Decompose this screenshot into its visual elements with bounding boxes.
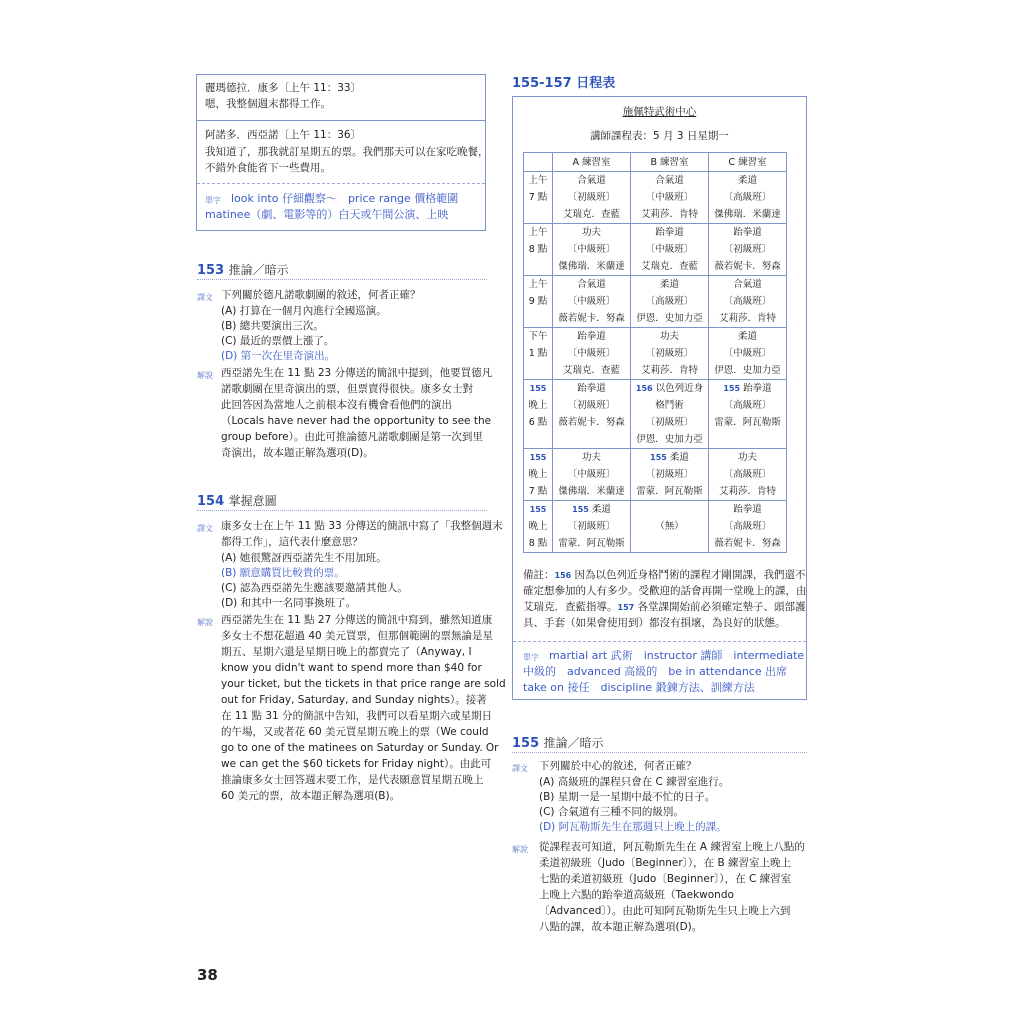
class-cell: 156 以色列近身 格鬥術 〔初級班〕 伊恩．史加力亞	[631, 380, 709, 449]
question-marker: 155	[650, 453, 667, 462]
time-cell: 155 晚上 7 點	[524, 449, 553, 501]
time-cell: 155 晚上 6 點	[524, 380, 553, 449]
translation-tag: 譯文	[197, 293, 213, 302]
time-cell: 上午 7 點	[524, 172, 553, 224]
option-c: (C) 最近的票價上漲了。	[221, 335, 335, 347]
vocab-line: look into 仔細觀察～ price range 價格範圍	[231, 192, 459, 205]
question-marker: 155	[572, 505, 589, 514]
schedule-row	[524, 449, 787, 501]
class-cell: 跆拳道 〔中級班〕 艾瑞克．查藍	[553, 328, 631, 380]
class-cell: 功夫 〔初級班〕 艾莉莎．肯特	[631, 328, 709, 380]
class-cell: 功夫 〔中級班〕 傑佛瑞．米蘭達	[553, 224, 631, 276]
explanation-line: 七點的柔道初級班（Judo〔Beginner〕），在 C 練習室	[539, 873, 792, 885]
schedule-table	[523, 152, 787, 553]
question-type: 推論／暗示	[228, 263, 289, 277]
message-1-header: 麗瑪德拉．康多〔上午 11：33〕	[205, 82, 362, 94]
class-cell: 155 柔道 〔初級班〕 雷蒙．阿瓦勒斯	[631, 449, 709, 501]
class-cell: 跆拳道 〔初級班〕 薇若妮卡．努森	[709, 224, 787, 276]
header-rule	[197, 510, 487, 511]
question-marker: 155	[529, 384, 547, 393]
option-b: (B) 總共要演出三次。	[221, 320, 324, 332]
option-a: (A) 打算在一個月內進行全國巡演。	[221, 305, 387, 317]
message-2-header: 阿諾多．西亞諾〔上午 11：36〕	[205, 129, 362, 141]
question-marker: 157	[617, 603, 635, 612]
time-cell: 下午 1 點	[524, 328, 553, 380]
explanation-line: group before）。由此可推論德凡諾歌劇團是第一次到里	[221, 431, 483, 443]
option-a: (A) 高級班的課程只會在 C 練習室進行。	[539, 776, 730, 788]
vocab-tag: 單字	[205, 196, 221, 205]
vocab-line: take on 接任 discipline 鍛鍊方法、訓練方法	[523, 681, 755, 694]
room-header: A 練習室	[553, 153, 631, 172]
schedule-row	[524, 501, 787, 553]
question-marker: 156	[635, 384, 653, 393]
time-cell: 上午 9 點	[524, 276, 553, 328]
class-cell: 合氣道 〔高級班〕 艾莉莎．肯特	[709, 276, 787, 328]
explanation-line: 在 11 點 31 分的簡訊中告知，我們可以看星期六或星期日	[221, 710, 493, 722]
option-d: (D) 和其中一名同事換班了。	[221, 597, 357, 609]
message-1-text: 嗯，我整個週末都得工作。	[205, 98, 331, 110]
schedule-note-line: 確定想參加的人有多少。受歡迎的話會再開一堂晚上的課，由	[523, 585, 807, 597]
schedule-row	[524, 172, 787, 224]
time-cell: 155 晚上 8 點	[524, 501, 553, 553]
class-cell: 合氣道 〔中級班〕 艾莉莎．肯特	[631, 172, 709, 224]
explanation-line: 八點的課，故本題正解為選項(D)。	[539, 921, 703, 933]
message-2-text: 我知道了，那我就訂星期五的票。我們那天可以在家吃晚餐，	[205, 146, 489, 158]
question-marker: 155	[723, 384, 741, 393]
time-cell: 上午 8 點	[524, 224, 553, 276]
option-d-answer: (D) 第一次在里奇演出。	[221, 350, 336, 362]
explanation-line: 的午場，又或者花 60 美元買星期五晚上的票（We could	[221, 726, 489, 738]
explanation-line: 柔道初級班（Judo〔Beginner〕），在 B 練習室上晚上	[539, 857, 792, 869]
section-title: 155-157 日程表	[512, 76, 616, 91]
explanation-line: 期五、星期六還是星期日晚上的都賣完了（Anyway, I	[221, 646, 472, 658]
explanation-line: 西亞諾先生在 11 點 27 分傳送的簡訊中寫到，雖然知道康	[221, 614, 493, 626]
question-marker: 156	[554, 571, 572, 580]
page-number: 38	[197, 966, 218, 984]
option-c: (C) 合氣道有三種不同的級別。	[539, 806, 684, 818]
explanation-line: 西亞諾先生在 11 點 23 分傳送的簡訊中提到，他要買德凡	[221, 367, 493, 379]
center-name: 施佩特武術中心	[622, 106, 697, 118]
corner-cell	[524, 153, 553, 172]
vocab-line: matinee（劇、電影等的）白天或午間公演、上映	[205, 208, 449, 221]
vocab-divider	[513, 641, 806, 642]
option-a: (A) 她很驚訝西亞諾先生不用加班。	[221, 552, 387, 564]
question-number: 154	[197, 494, 225, 509]
header-rule	[512, 752, 807, 753]
question-number: 155	[512, 736, 540, 751]
question-153-header	[197, 261, 289, 278]
class-cell: 155 跆拳道 〔高級班〕 雷蒙．阿瓦勒斯	[709, 380, 787, 449]
question-154-header	[197, 492, 277, 509]
vocab-line: 中級的 advanced 高級的 be in attendance 出席	[523, 665, 788, 678]
class-cell: 柔道 〔高級班〕 伊恩．史加力亞	[631, 276, 709, 328]
translation-tag: 譯文	[197, 524, 213, 533]
option-b: (B) 星期一是一星期中最不忙的日子。	[539, 791, 716, 803]
explanation-line: 上晚上六點的跆拳道高級班（Taekwondo	[539, 889, 734, 901]
class-cell: 跆拳道 〔初級班〕 薇若妮卡．努森	[553, 380, 631, 449]
explanation-line: 從課程表可知道，阿瓦勒斯先生在 A 練習室上晚上八點的	[539, 841, 805, 853]
explanation-line: your ticket, but the tickets in that price range are sold	[221, 678, 506, 690]
class-cell: 合氣道 〔初級班〕 艾瑞克．查藍	[553, 172, 631, 224]
question-text: 下列關於德凡諾歌劇團的敘述，何者正確？	[221, 289, 421, 301]
schedule-subtitle: 講師課程表：5 月 3 日星期一	[590, 130, 729, 142]
question-type: 推論／暗示	[543, 736, 604, 750]
class-cell: 柔道 〔高級班〕 傑佛瑞．米蘭達	[709, 172, 787, 224]
question-number: 153	[197, 263, 225, 278]
class-cell: 功夫 〔高級班〕 艾莉莎．肯特	[709, 449, 787, 501]
explanation-tag: 解說	[197, 371, 213, 380]
room-header: C 練習室	[709, 153, 787, 172]
vocab-line: martial art 武術 instructor 講師 intermediate	[549, 649, 805, 662]
explanation-line: 諾歌劇團在里奇演出的票，但票賣得很快。康多女士對	[221, 383, 473, 395]
schedule-row	[524, 328, 787, 380]
room-header: B 練習室	[631, 153, 709, 172]
explanation-line: go to one of the matinees on Saturday or Sunday. Or	[221, 742, 499, 754]
schedule-note-line: 備註：156 因為以色列近身格鬥術的課程才剛開課，我們還不	[523, 569, 806, 581]
question-155-header	[512, 734, 604, 751]
explanation-tag: 解說	[197, 618, 213, 627]
message-2-text: 不錯外食能省下一些費用。	[205, 162, 331, 174]
explanation-line: 推論康多女士回答週末要工作，是代表願意買星期五晚上	[221, 774, 484, 786]
question-text: 都得工作」，這代表什麼意思？	[221, 536, 363, 548]
question-type: 掌握意圖	[228, 494, 277, 508]
explanation-line: we can get the $60 tickets for Friday night）。由此可	[221, 758, 492, 770]
class-cell: （無）	[631, 501, 709, 553]
header-rule	[197, 279, 487, 280]
schedule-row	[524, 276, 787, 328]
class-cell: 合氣道 〔中級班〕 薇若妮卡．努森	[553, 276, 631, 328]
schedule-note-line: 艾瑞克．查藍指導。157 各堂課開始前必須確定墊子、頭部護	[523, 601, 806, 613]
question-marker: 155	[529, 453, 547, 462]
class-cell: 跆拳道 〔中級班〕 艾瑞克．查藍	[631, 224, 709, 276]
explanation-line: 〔Advanced〕）。由此可知阿瓦勒斯先生只上晚上六到	[539, 905, 791, 917]
question-text: 下列關於中心的敘述，何者正確？	[539, 760, 697, 772]
explanation-tag: 解說	[512, 845, 528, 854]
message-divider	[197, 120, 485, 121]
explanation-line: know you didn't want to spend more than $40 for	[221, 662, 482, 674]
translation-tag: 譯文	[512, 764, 528, 773]
class-cell: 功夫 〔中級班〕 傑佛瑞．米蘭達	[553, 449, 631, 501]
explanation-line: out for Friday, Saturday, and Sunday nights）。接著	[221, 694, 487, 706]
schedule-note-line: 具、手套（如果會使用到）都沒有損壞，為良好的狀態。	[523, 617, 786, 629]
schedule-row	[524, 380, 787, 449]
question-marker: 155	[529, 505, 547, 514]
explanation-line: 此回答因為當地人之前根本沒有機會看他們的演出	[221, 399, 452, 411]
vocab-tag: 單字	[523, 653, 539, 662]
question-text: 康多女士在上午 11 點 33 分傳送的簡訊中寫了「我整個週末	[221, 520, 503, 532]
schedule-row	[524, 224, 787, 276]
class-cell: 跆拳道 〔高級班〕 薇若妮卡．努森	[709, 501, 787, 553]
option-c: (C) 認為西亞諾先生應該要邀請其他人。	[221, 582, 408, 594]
class-cell: 柔道 〔中級班〕 伊恩．史加力亞	[709, 328, 787, 380]
explanation-line: 多女士不想花超過 40 美元買票，但那個範圍的票無論是星	[221, 630, 494, 642]
explanation-line: 奇演出，故本題正解為選項(D)。	[221, 447, 374, 459]
explanation-line: 60 美元的票，故本題正解為選項(B)。	[221, 790, 401, 802]
class-cell: 155 柔道 〔初級班〕 雷蒙．阿瓦勒斯	[553, 501, 631, 553]
option-d-answer: (D) 阿瓦勒斯先生在那週只上晚上的課。	[539, 821, 727, 833]
option-b-answer: (B) 願意購買比較貴的票。	[221, 567, 345, 579]
vocab-divider	[197, 183, 485, 184]
explanation-line: （Locals have never had the opportunity to see the	[221, 415, 492, 427]
